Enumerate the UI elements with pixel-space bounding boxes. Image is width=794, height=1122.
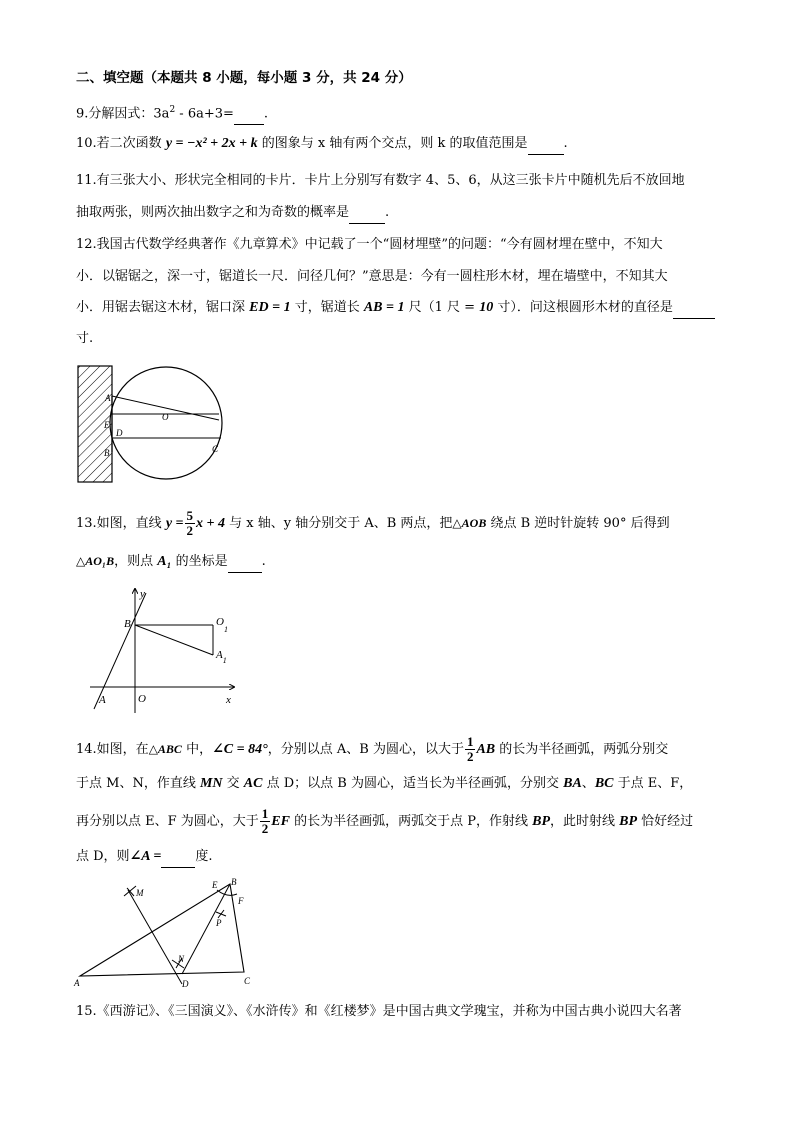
label-F: F [238, 896, 244, 906]
label-A: A [74, 978, 80, 988]
quadratic-formula: y = −x² + 2x + k [165, 136, 258, 151]
question-12-line-2: 小．以锯锯之，深一寸，锯道长一尺．问径几何？”意思是：今有一圆柱形木材，埋在墙壁中，不知其大 [76, 269, 668, 284]
arc-M [124, 886, 136, 896]
label-C: C [212, 444, 219, 454]
line-MN [128, 890, 182, 984]
question-14-line-2: 于点 M、N，作直线 MN 交 AC 点 D；以点 B 为圆心，适当长为半径画弧，分别交 BA、BC 于点 E、F， [76, 776, 693, 791]
question-10: 10.若二次函数 y = −x² + 2x + k 的图象与 x 轴有两个交点，则 k 的取值范围是 . [76, 134, 568, 155]
question-12-line-1: 12.我国古代数学经典著作《九章算术》中记载了一个“圆材埋壁”的问题：“今有圆材埋在壁中，不知大 [76, 237, 663, 252]
label-O1: $O_1$ [216, 616, 228, 634]
label-E: E [212, 880, 218, 890]
answer-blank-14[interactable] [161, 847, 195, 868]
label-A1: $A_1$ [216, 649, 227, 665]
label-D: D [116, 428, 123, 438]
label-M: M [136, 888, 144, 898]
label-B: B [104, 448, 110, 458]
label-N: N [178, 954, 185, 964]
label-A: A [105, 393, 111, 403]
question-13-line-2: △AO₁B，则点 A₁ 的坐标是 . [76, 551, 266, 573]
question-12-line-4: 寸. [76, 331, 94, 346]
label-P: P [216, 918, 222, 928]
figure-14-triangle-construction [72, 876, 262, 988]
answer-blank-10[interactable] [528, 134, 564, 155]
label-x: x [226, 694, 231, 706]
label-E: E [104, 420, 110, 430]
answer-blank-11[interactable] [349, 203, 385, 224]
line-AB [94, 593, 146, 709]
answer-blank-13[interactable] [228, 552, 262, 573]
question-14-line-1: 14.如图，在△ABC 中，∠C = 84°，分别以点 A、B 为圆心，以大于 $\frac{1}{2}$ AB 的长为半径画弧，两弧分别交 [76, 734, 669, 764]
label-C: C [244, 976, 251, 986]
arc-EF [217, 890, 237, 895]
label-D: D [182, 979, 189, 988]
figure-13-coordinate-plane [86, 585, 246, 715]
question-14-line-4: 点 D，则∠A = 度. [76, 847, 212, 868]
answer-blank-12[interactable] [673, 298, 715, 319]
answer-blank-9[interactable] [234, 104, 264, 125]
question-11-line-1: 11.有三张大小、形状完全相同的卡片．卡片上分别写有数字 4、5、6，从这三张卡片中随机先后不放回地 [76, 173, 685, 188]
question-13-line-1: 13.如图，直线 y = $\frac{5}{2}$ x + 4 与 x 轴、y 轴分别交于 A、B 两点，把△AOB 绕点 B 逆时针旋转 90° 后得到 [76, 508, 670, 538]
label-O: O [162, 412, 169, 422]
arc-P [216, 910, 226, 918]
label-B: B [124, 618, 131, 630]
fraction-five-halves: $\frac{5}{2}$ [186, 508, 194, 538]
log-circle [110, 367, 222, 479]
triangle-ABC [80, 884, 244, 976]
label-y: y [140, 588, 145, 600]
figure-12-circle-in-wall [74, 362, 234, 488]
question-14-line-3: 再分别以点 E、F 为圆心，大于 $\frac{1}{2}$ EF 的长为半径画弧，两弧交于点 P，作射线 BP，此时射线 BP 恰好经过 [76, 806, 694, 836]
ray-BP [182, 884, 230, 974]
segment-BA1 [135, 625, 213, 655]
label-A: A [99, 694, 106, 706]
label-O: O [138, 693, 146, 705]
question-9: 9.分解因式：$3a^2 - 6a+3=$ . [76, 100, 268, 125]
section-title: 二、填空题（本题共 8 小题，每小题 3 分，共 24 分） [76, 70, 412, 86]
question-11-line-2: 抽取两张，则两次抽出数字之和为奇数的概率是 . [76, 203, 389, 224]
question-12-line-3: 小．用锯去锯这木材，锯口深 ED = 1 寸，锯道长 AB = 1 尺（1 尺 = 10 寸）．问这根圆形木材的直径是 [76, 298, 715, 319]
label-B: B [231, 877, 237, 887]
question-15-line-1: 15.《西游记》、《三国演义》、《水浒传》和《红楼梦》是中国古典文学瑰宝，并称为中国古典小说四大名著 [76, 1004, 682, 1019]
